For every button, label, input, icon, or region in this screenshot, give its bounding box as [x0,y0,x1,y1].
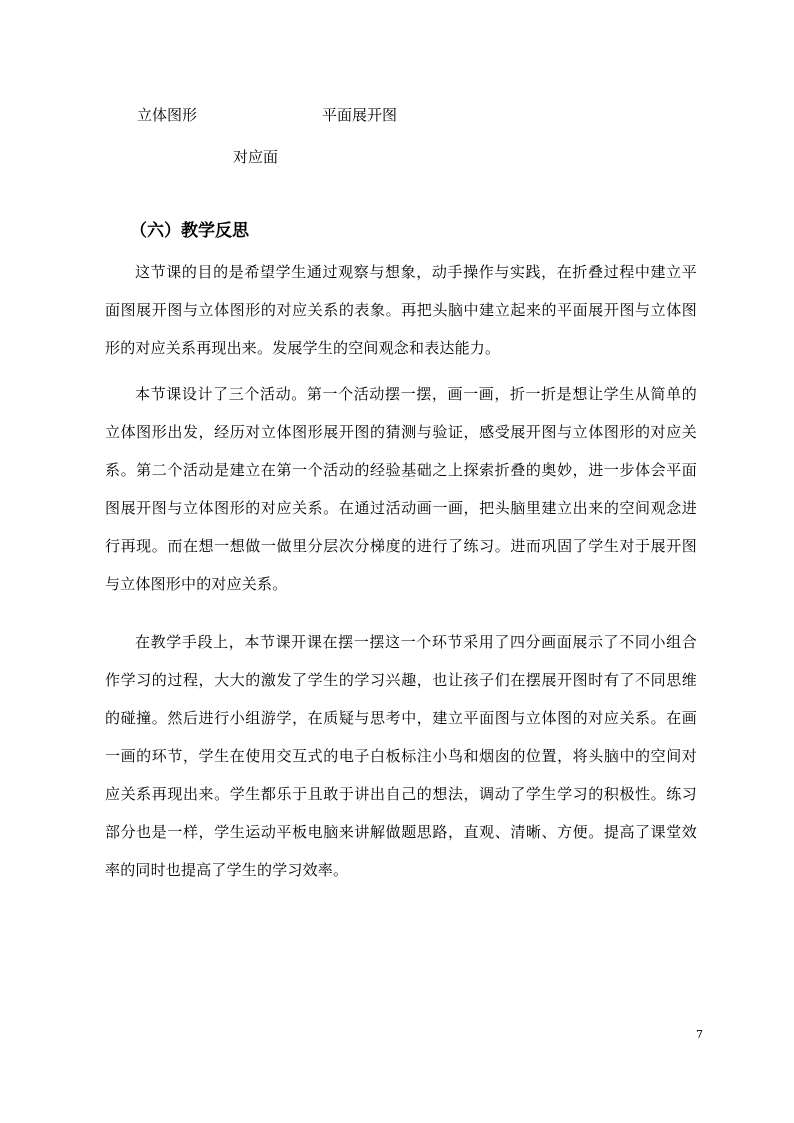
paragraph-1: 这节课的目的是希望学生通过观察与想象，动手操作与实践，在折叠过程中建立平面图展开图与立体图形的对应关系的表象。再把头脑中建立起来的平面展开图与立体图形的对应关系再现出来。发展学生的空间观念和表达能力。 [105,263,697,357]
paragraph-3-block [105,623,697,889]
paragraph-2: 本节课设计了三个活动。第一个活动摆一摆，画一画，折一折是想让学生从简单的立体图形出发，经历对立体图形展开图的猜测与验证，感受展开图与立体图形的对应关系。第二个活动是建立在第一个活动的经验基础之上探索折叠的奥妙，进一步体会平面图展开图与立体图形的对应关系。在通过活动画一画，把头脑里建立出来的空间观念进行再现。而在想一想做一做里分层次分梯度的进行了练习。进而巩固了学生对于展开图与立体图形中的对应关系。 [105,385,697,593]
paragraph-1-block [105,253,697,367]
paragraph-2-block [105,375,697,603]
solid-figure-label: 立体图形 [137,106,198,124]
plane-net-label: 平面展开图 [322,106,398,124]
corresponding-face-label: 对应面 [233,148,279,166]
paragraph-3: 在教学手段上，本节课开课在摆一摆这一个环节采用了四分画面展示了不同小组合作学习的过程，大大的激发了学生的学习兴趣，也让孩子们在摆展开图时有了不同思维的碰撞。然后进行小组游学，在质疑与思考中，建立平面图与立体图的对应关系。在画一画的环节，学生在使用交互式的电子白板标注小鸟和烟囱的位置，将头脑中的空间对应关系再现出来。学生都乐于且敢于讲出自己的想法，调动了学生学习的积极性。练习部分也是一样，学生运动平板电脑来讲解做题思路，直观、清晰、方便。提高了课堂效率的同时也提高了学生的学习效率。 [105,633,697,879]
page-number: 7 [696,1028,703,1041]
section-heading: （六）教学反思 [130,221,249,241]
